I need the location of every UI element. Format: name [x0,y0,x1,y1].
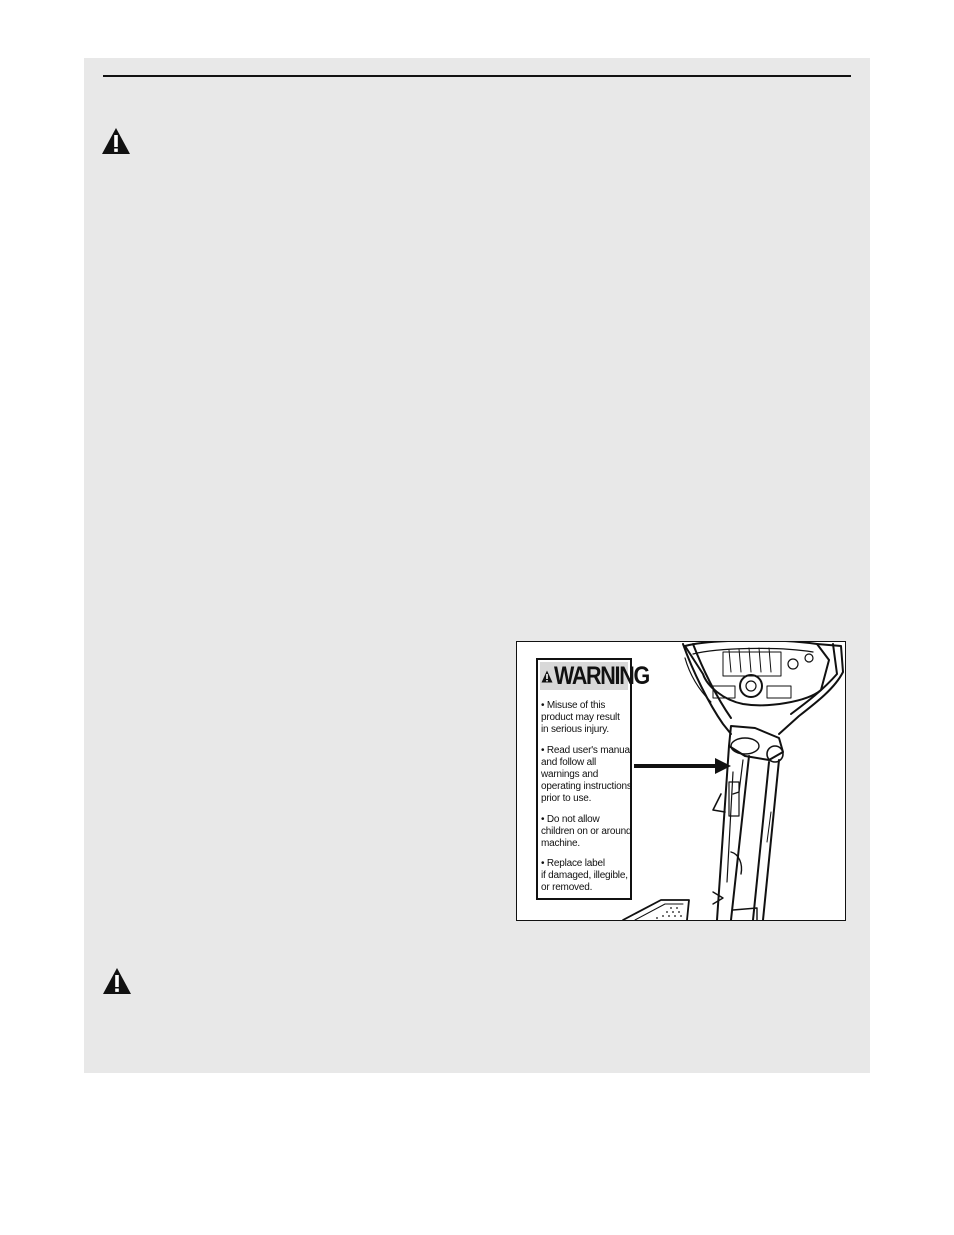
warning-triangle-icon [101,966,133,996]
header-rule [103,75,851,77]
warning-triangle-icon [541,670,553,683]
warning-sticker-title: WARNING [554,662,649,690]
warning-label-figure [516,641,846,921]
warning-sticker-header [540,662,649,690]
warning-sticker-item: • Misuse of this product may result in serious injury. [541,700,620,735]
warning-triangle-icon [100,126,132,156]
warning-sticker-item: • Replace label if damaged, illegible, or removed. [541,858,628,893]
warning-sticker-item: • Read user's manual and follow all warnings and operating instructions prior to use. [541,745,632,804]
warning-sticker-item: • Do not allow children on or around machine. [541,814,632,849]
warning-sticker [536,658,649,900]
